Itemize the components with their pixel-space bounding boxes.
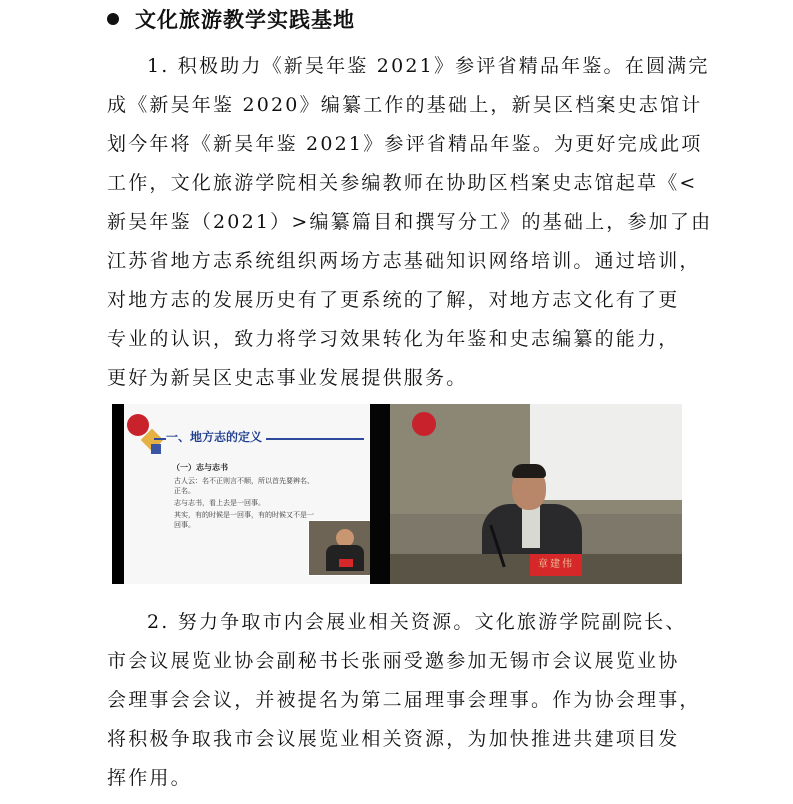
paragraph-line: 市会议展览业协会副秘书长张丽受邀参加无锡市会议展览业协 (107, 650, 680, 672)
wall-logo-icon (412, 412, 436, 436)
nameplate: 章建伟 (530, 554, 582, 576)
slide-text-line: 其实，有的时候是一回事，有的时候又不是一 (174, 511, 314, 519)
paragraph-line: 1. 积极助力《新吴年鉴 2021》参评省精品年鉴。在圆满完 (147, 55, 710, 77)
presentation-slide (124, 404, 370, 584)
paragraph-line: 对地方志的发展历史有了更系统的了解，对地方志文化有了更 (107, 289, 680, 311)
logo-icon (127, 414, 149, 436)
projection-screen (530, 404, 682, 500)
square-decoration-icon (151, 444, 161, 454)
training-photo (112, 404, 682, 584)
bullet-icon (107, 13, 119, 25)
paragraph-line: 划今年将《新吴年鉴 2021》参评省精品年鉴。为更好完成此项 (107, 133, 703, 155)
conference-room-scene (390, 404, 682, 584)
paragraph-line: 挥作用。 (107, 767, 192, 789)
speaker-hair (512, 464, 546, 478)
paragraph-line: 江苏省地方志系统组织两场方志基础知识网络培训。通过培训， (107, 250, 701, 272)
pip-speaker-body (326, 545, 364, 571)
section-title: 文化旅游教学实践基地 (135, 8, 355, 32)
paragraph-line: 成《新吴年鉴 2020》编纂工作的基础上，新吴区档案史志馆计 (107, 94, 703, 116)
slide-text-line: 正名。 (174, 487, 195, 495)
slide-subtitle: （一）志与志书 (172, 462, 228, 472)
paragraph-line: 更好为新吴区史志事业发展提供服务。 (107, 367, 468, 389)
paragraph-line: 工作，文化旅游学院相关参编教师在协助区档案史志馆起草《< (107, 172, 698, 194)
slide-text-line: 回事。 (174, 521, 195, 529)
pip-nameplate (339, 559, 353, 567)
slide-text-line: 志与志书，看上去是一回事。 (174, 499, 265, 507)
paragraph-line: 新吴年鉴（2021）>编纂篇目和撰写分工》的基础上，参加了由 (107, 211, 713, 233)
slide-title: 一、地方志的定义 (166, 428, 266, 445)
section-heading (107, 6, 355, 32)
speaker-shirt (522, 506, 540, 548)
slide-text-line: 古人云：名不正则言不顺，所以首先要辨名、 (174, 477, 314, 485)
paragraph-line: 会理事会会议，并被提名为第二届理事会理事。作为协会理事， (107, 689, 701, 711)
paragraph-1 (107, 47, 713, 398)
paragraph-line: 将积极争取我市会议展览业相关资源，为加快推进共建项目发 (107, 728, 680, 750)
paragraph-line: 2. 努力争取市内会展业相关资源。文化旅游学院副院长、 (147, 611, 687, 633)
paragraph-2 (107, 603, 701, 798)
paragraph-line: 专业的认识，致力将学习效果转化为年鉴和史志编纂的能力， (107, 328, 680, 350)
photo-divider (370, 404, 390, 584)
